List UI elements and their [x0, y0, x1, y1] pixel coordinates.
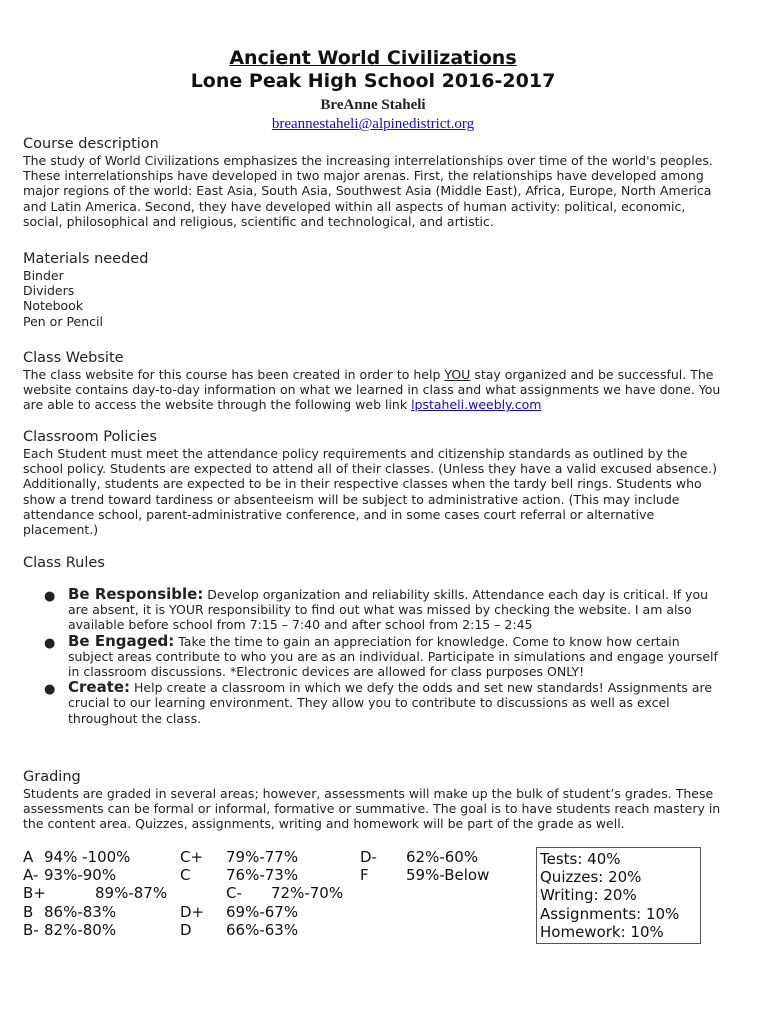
website-link[interactable]: lpstaheli.weebly.com — [411, 397, 542, 413]
grade-range: 94% -100% — [44, 848, 131, 866]
grade-letter: F — [360, 866, 369, 884]
rules-section — [23, 554, 723, 727]
course-description-section — [23, 135, 723, 229]
grade-range: 89%-87% — [95, 884, 168, 902]
grade-letter: A- — [23, 866, 39, 884]
material-item: Pen or Pencil — [23, 313, 103, 329]
policies-heading: Classroom Policies — [23, 429, 157, 445]
course-description-text: The study of World Civilizations emphasizes the increasing interrelationships over time of the world's peoples. These interrelationships have developed in two major arenas. First, the relationships have developed among major regions of the world: East Asia, South Asia, Southwest Asia (Middle East), Africa, Europe, North America and Latin America. Second, they have developed within all aspects of human activity: political, economic, social, philosophical and religious, scientific and technological, and artistic. — [23, 153, 713, 229]
course-title: Ancient World Civilizations — [229, 47, 517, 69]
bullet-icon: ● — [44, 635, 56, 651]
website-text — [23, 367, 723, 413]
course-description-heading: Course description — [23, 136, 159, 152]
materials-section — [23, 250, 723, 329]
material-item: Binder — [23, 268, 64, 283]
weight-item: Tests: 40% — [540, 850, 621, 868]
grade-range: 76%-73% — [226, 866, 299, 884]
grade-range: 82%-80% — [44, 921, 117, 939]
grade-letter: C+ — [180, 848, 204, 866]
rule-name: Be Responsible: — [68, 585, 204, 603]
grade-scale — [23, 848, 523, 948]
policies-section — [23, 428, 723, 537]
grade-letter: B- — [23, 921, 39, 939]
website-heading: Class Website — [23, 350, 124, 366]
grade-letter: A — [23, 848, 34, 866]
grade-range: 69%-67% — [226, 903, 299, 921]
grade-letter: D — [180, 921, 192, 939]
rule-text: Take the time to gain an appreciation for knowledge. Come to know how certain subject areas contribute to who you are as an individual. Participate in simulations and engage yourself in classroom discussions. *Electronic devices are allowed for class purposes ONLY! — [68, 633, 718, 680]
rules-heading: Class Rules — [23, 555, 105, 571]
material-item: Notebook — [23, 298, 84, 314]
rule-name: Create: — [68, 678, 131, 697]
website-emphasis: YOU — [444, 367, 471, 382]
grading-section — [23, 768, 723, 832]
grade-range: 79%-77% — [226, 848, 299, 866]
grade-range: 66%-63% — [226, 921, 299, 939]
grade-letter: D+ — [180, 903, 205, 921]
website-text-middle: stay organized and be successful. The website contains day-to-day information on what we learned in class and what assignments we have done. You are able to access the website through the following web link — [23, 367, 721, 413]
rule-item — [23, 680, 723, 726]
school-year: Lone Peak High School 2016-2017 — [190, 70, 556, 92]
bullet-icon: ● — [44, 589, 56, 604]
grading-text: Students are graded in several areas; however, assessments will make up the bulk of student’s grades. These assessments can be formal or informal, formative or summative. The goal is to have students reach mastery in the content area. Quizzes, assignments, writing and homework will be part of the grade as well. — [23, 786, 721, 832]
grade-range: 86%-83% — [44, 903, 117, 921]
email-link[interactable]: breannestaheli@alpinedistrict.org — [271, 116, 475, 132]
grade-range: 93%-90% — [44, 866, 117, 884]
weight-item: Assignments: 10% — [540, 904, 680, 923]
grade-letter: C- — [226, 884, 242, 902]
grade-letter: D- — [360, 848, 377, 866]
weight-item: Quizzes: 20% — [540, 868, 642, 887]
rule-item — [23, 587, 723, 633]
rule-text: Help create a classroom in which we defy the odds and set new standards! Assignments are crucial to our learning environment. They allow you to contribute to discussions as well as excel throughout the class. — [68, 680, 713, 726]
weight-item: Homework: 10% — [540, 922, 664, 941]
grading-heading: Grading — [23, 769, 81, 785]
rule-name: Be Engaged: — [68, 631, 175, 650]
grade-range: 72%-70% — [271, 884, 344, 902]
teacher-email[interactable] — [23, 115, 723, 134]
teacher-name: BreAnne Staheli — [320, 97, 426, 113]
rule-text: Develop organization and reliability skills. Attendance each day is critical. If you are absent, it is YOUR responsibility to find out what was missed by checking the website. I am also available before school from 7:15 – 7:40 and after school from 2:15 – 2:45 — [68, 587, 709, 633]
rules-list — [23, 587, 723, 726]
policies-text: Each Student must meet the attendance policy requirements and citizenship standards as outlined by the school policy. Students are expected to attend all of their classes. (Unless they have a valid excused absence.) Additionally, students are expected to be in their respective classes when the tardy bell rings. Students who show a trend toward tardiness or absenteeism will be subject to administrative action. (This may include attendance school, parent-administrative conference, and in some cases court referral or alternative placement.) — [23, 446, 718, 538]
grade-weights-box — [536, 847, 701, 944]
grade-letter: B — [23, 903, 34, 921]
rule-item — [23, 631, 723, 680]
weight-item: Writing: 20% — [540, 886, 637, 905]
materials-heading: Materials needed — [23, 251, 149, 267]
bullet-icon: ● — [44, 682, 56, 698]
grade-range: 62%-60% — [406, 848, 479, 866]
website-text-before: The class website for this course has been created in order to help — [23, 367, 445, 382]
grade-letter: C — [180, 866, 191, 884]
grade-range: 59%-Below — [406, 866, 490, 884]
material-item: Dividers — [23, 283, 75, 299]
header — [23, 47, 723, 134]
grade-letter: B+ — [23, 884, 46, 902]
website-section — [23, 349, 723, 413]
